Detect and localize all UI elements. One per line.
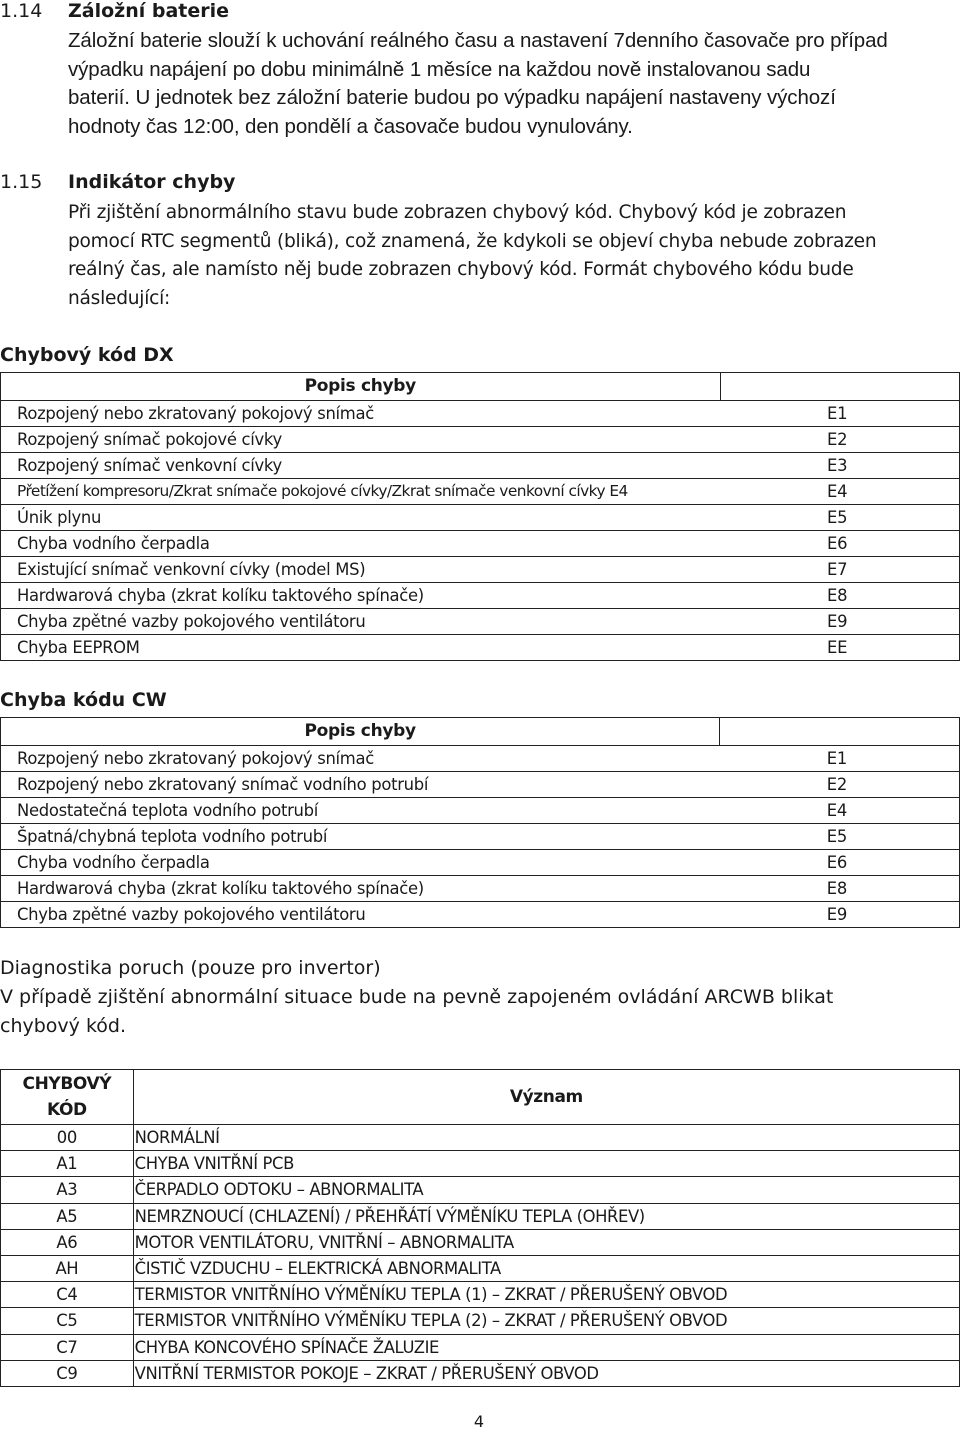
error-code: E2 (720, 772, 960, 798)
error-code: E6 (720, 531, 959, 557)
table-row (1, 1282, 960, 1308)
cw-header-blank (720, 718, 960, 746)
meaning-cell: VNITŘNÍ TERMISTOR POKOJE – ZKRAT / PŘERUŠENÝ OBVOD (133, 1360, 959, 1386)
error-description: Nedostatečná teplota vodního potrubí (1, 798, 720, 824)
error-code: EE (720, 635, 959, 661)
table-row (1, 746, 960, 772)
table-row (1, 1151, 960, 1177)
error-code: E2 (720, 427, 959, 453)
error-code: E9 (720, 609, 959, 635)
table-row (1, 609, 960, 635)
code-cell: A1 (1, 1151, 134, 1177)
table-row (1, 583, 960, 609)
table-row (1, 1255, 960, 1281)
paragraph-line: baterií. U jednotek bez záložní baterie budou po výpadku napájení nastaveny výchozí (68, 86, 836, 109)
code-cell: C7 (1, 1334, 134, 1360)
error-code: E3 (720, 453, 959, 479)
table-row (1, 1229, 960, 1255)
error-code: E1 (720, 401, 959, 427)
paragraph-line: reálný čas, ale namísto něj bude zobrazen chybový kód. Formát chybového kódu bude (68, 259, 854, 280)
code-cell: A6 (1, 1229, 134, 1255)
code-cell: A5 (1, 1203, 134, 1229)
error-description: Chyba vodního čerpadla (1, 850, 720, 876)
table-row (1, 902, 960, 928)
error-description: Chyba vodního čerpadla (1, 531, 721, 557)
paragraph-line: pomocí RTC segmentů (bliká), což znamená, že kdykoli se objeví chyba nebude zobrazen (68, 230, 877, 252)
paragraph-line: Při zjištění abnormálního stavu bude zobrazen chybový kód. Chybový kód je zobrazen (68, 202, 847, 223)
meaning-cell: ČISTIČ VZDUCHU – ELEKTRICKÁ ABNORMALITA (133, 1255, 959, 1281)
error-description: Chyba zpětné vazby pokojového ventilátoru (1, 609, 721, 635)
error-description: Rozpojený nebo zkratovaný snímač vodního potrubí (1, 772, 720, 798)
table-row (1, 1308, 960, 1334)
paragraph-line: Záložní baterie slouží k uchování reálného času a nastavení 7denního časovače pro případ (68, 29, 888, 52)
diagnostics-text (0, 954, 960, 1041)
table-row (1, 505, 960, 531)
meaning-cell: TERMISTOR VNITŘNÍHO VÝMĚNÍKU TEPLA (1) – ZKRAT / PŘERUŠENÝ OBVOD (133, 1282, 959, 1308)
dx-header-description: Popis chyby (1, 373, 721, 401)
dx-error-table (0, 372, 960, 661)
table-row (1, 824, 960, 850)
code-cell: AH (1, 1255, 134, 1281)
diagnostics-line: chybový kód. (0, 1015, 126, 1037)
code-cell: 00 (1, 1125, 134, 1151)
table-row (1, 531, 960, 557)
meaning-cell: CHYBA VNITŘNÍ PCB (133, 1151, 959, 1177)
error-description: Rozpojený nebo zkratovaný pokojový snímač (1, 746, 720, 772)
meaning-cell: MOTOR VENTILÁTORU, VNITŘNÍ – ABNORMALITA (133, 1229, 959, 1255)
table-row (1, 1360, 960, 1386)
error-code: E4 (720, 798, 960, 824)
error-description: Existující snímač venkovní cívky (model MS) (1, 557, 721, 583)
page-number (0, 1412, 960, 1431)
table-row (1, 401, 960, 427)
error-description: Chyba zpětné vazby pokojového ventilátoru (1, 902, 720, 928)
error-description: Chyba EEPROM (1, 635, 721, 661)
error-description: Únik plynu (1, 505, 721, 531)
code-cell: C5 (1, 1308, 134, 1334)
error-code: E8 (720, 583, 959, 609)
paragraph-line: hodnoty čas 12:00, den pondělí a časovače budou vynulovány. (68, 114, 633, 138)
table-row (1, 1177, 960, 1203)
table-row (1, 427, 960, 453)
meaning-cell: NORMÁLNÍ (133, 1125, 959, 1151)
table-row (1, 1334, 960, 1360)
error-code: E4 (720, 479, 959, 505)
page-number-text: 4 (473, 1412, 485, 1431)
error-description: Hardwarová chyba (zkrat kolíku taktového spínače) (1, 583, 721, 609)
table-row (1, 1203, 960, 1229)
table-row (1, 798, 960, 824)
table-row (1, 772, 960, 798)
error-description: Přetížení kompresoru/Zkrat snímače pokojové cívky/Zkrat snímače venkovní cívky E4 (1, 479, 721, 505)
paragraph-line: výpadku napájení po dobu minimálně 1 měsíce na každou nově instalovanou sadu (68, 57, 811, 81)
table-row (1, 850, 960, 876)
section-title: Indikátor chyby (68, 171, 236, 193)
error-code: E5 (720, 505, 959, 531)
paragraph-line: následující: (68, 287, 171, 309)
code-meaning-table (0, 1069, 960, 1387)
error-description: Rozpojený nebo zkratovaný pokojový snímač (1, 401, 721, 427)
error-description: Špatná/chybná teplota vodního potrubí (1, 824, 720, 850)
code-cell: C9 (1, 1360, 134, 1386)
section-paragraph (68, 199, 948, 313)
error-code: E5 (720, 824, 960, 850)
error-code: E9 (720, 902, 960, 928)
cw-header-description: Popis chyby (1, 718, 720, 746)
table-row (1, 557, 960, 583)
section-number: 1.14 (0, 0, 43, 22)
table-row (1, 635, 960, 661)
cw-heading: Chyba kódu CW (0, 689, 167, 711)
code-cell: A3 (1, 1177, 134, 1203)
table-row (1, 876, 960, 902)
header-meaning: Význam (133, 1070, 959, 1125)
meaning-cell: TERMISTOR VNITŘNÍHO VÝMĚNÍKU TEPLA (2) – ZKRAT / PŘERUŠENÝ OBVOD (133, 1308, 959, 1334)
dx-heading: Chybový kód DX (0, 344, 174, 366)
header-code-line: KÓD (46, 1100, 87, 1120)
error-code: E1 (720, 746, 960, 772)
error-description: Rozpojený snímač venkovní cívky (1, 453, 721, 479)
diagnostics-title: Diagnostika poruch (pouze pro invertor) (0, 957, 381, 979)
meaning-cell: NEMRZNOUCÍ (CHLAZENÍ) / PŘEHŘÁTÍ VÝMĚNÍKU TEPLA (OHŘEV) (133, 1203, 959, 1229)
error-description: Rozpojený snímač pokojové cívky (1, 427, 721, 453)
code-cell: C4 (1, 1282, 134, 1308)
error-code: E7 (720, 557, 959, 583)
table-row (1, 453, 960, 479)
diagnostics-line: V případě zjištění abnormální situace bude na pevně zapojeném ovládání ARCWB blikat (0, 986, 834, 1008)
table-row (1, 479, 960, 505)
header-code-line: CHYBOVÝ (22, 1074, 112, 1094)
section-number: 1.15 (0, 171, 43, 193)
error-code: E6 (720, 850, 960, 876)
error-code: E8 (720, 876, 960, 902)
error-description: Hardwarová chyba (zkrat kolíku taktového spínače) (1, 876, 720, 902)
section-title: Záložní baterie (68, 0, 230, 22)
section-paragraph (68, 27, 948, 141)
header-code (1, 1070, 134, 1125)
cw-error-table (0, 717, 960, 928)
dx-header-blank (720, 373, 959, 401)
table-row (1, 1125, 960, 1151)
meaning-cell: ČERPADLO ODTOKU – ABNORMALITA (133, 1177, 959, 1203)
meaning-cell: CHYBA KONCOVÉHO SPÍNAČE ŽALUZIE (133, 1334, 959, 1360)
